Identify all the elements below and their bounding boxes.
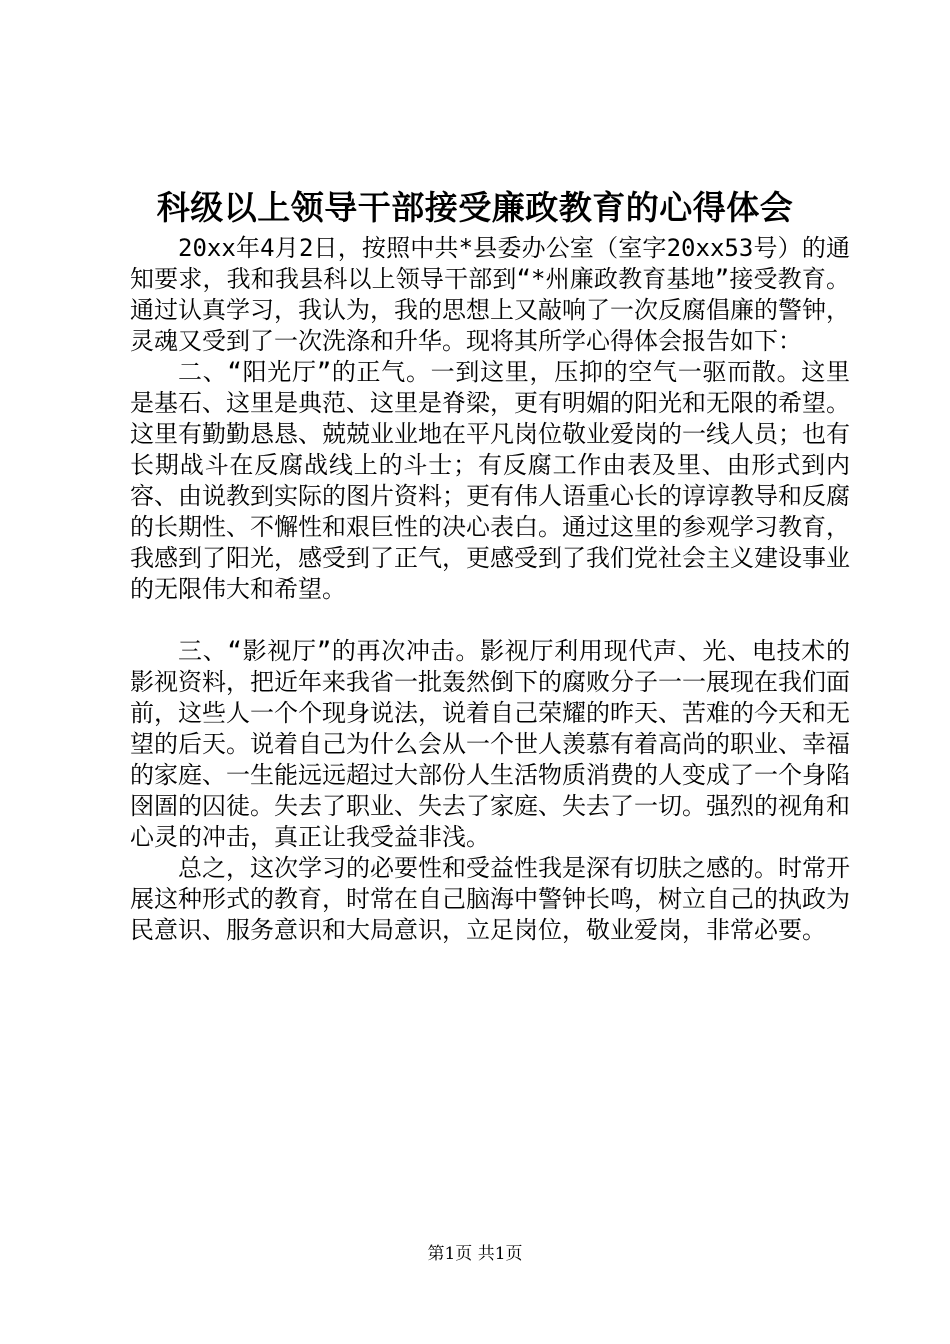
paragraph-conclusion: 总之，这次学习的必要性和受益性我是深有切肤之感的。时常开展这种形式的教育，时常在自己脑海中警钟长鸣，树立自己的执政为民意识、服务意识和大局意识，立足岗位，敬业爱岗，非常必要。: [130, 854, 850, 944]
paragraph-video-hall: 三、“影视厅”的再次冲击。影视厅利用现代声、光、电技术的影视资料，把近年来我省一批轰然倒下的腐败分子一一展现在我们面前，这些人一个个现身说法，说着自己荣耀的昨天、苦难的今天和无望的后天。说着自己为什么会从一个世人羡慕有着高尚的职业、幸福的家庭、一生能远远超过大部份人生活物质消费的人变成了一个身陷囹圄的囚徒。失去了职业、失去了家庭、失去了一切。强烈的视角和心灵的冲击，真正让我受益非浅。: [130, 637, 850, 851]
paragraph-intro: 20xx年4月2日，按照中共*县委办公室（室字20xx53号）的通知要求，我和我县科以上领导干部到“*州廉政教育基地”接受教育。通过认真学习，我认为，我的思想上又敲响了一次反腐倡廉的警钟，灵魂又受到了一次洗涤和升华。现将其所学心得体会报告如下：: [130, 234, 850, 355]
page-footer: 第1页 共1页: [427, 1244, 523, 1264]
document-title: 科级以上领导干部接受廉政教育的心得体会: [156, 188, 794, 227]
document-body: [130, 233, 850, 946]
paragraph-sunshine-hall: 二、“阳光厅”的正气。一到这里，压抑的空气一驱而散。这里是基石、这里是典范、这里是脊梁，更有明媚的阳光和无限的希望。这里有勤勤恳恳、兢兢业业地在平凡岗位敬业爱岗的一线人员；也有长期战斗在反腐战线上的斗士；有反腐工作由表及里、由形式到内容、由说教到实际的图片资料；更有伟人语重心长的谆谆教导和反腐的长期性、不懈性和艰巨性的决心表白。通过这里的参观学习教育，我感到了阳光，感受到了正气，更感受到了我们党社会主义建设事业的无限伟大和希望。: [130, 358, 850, 603]
